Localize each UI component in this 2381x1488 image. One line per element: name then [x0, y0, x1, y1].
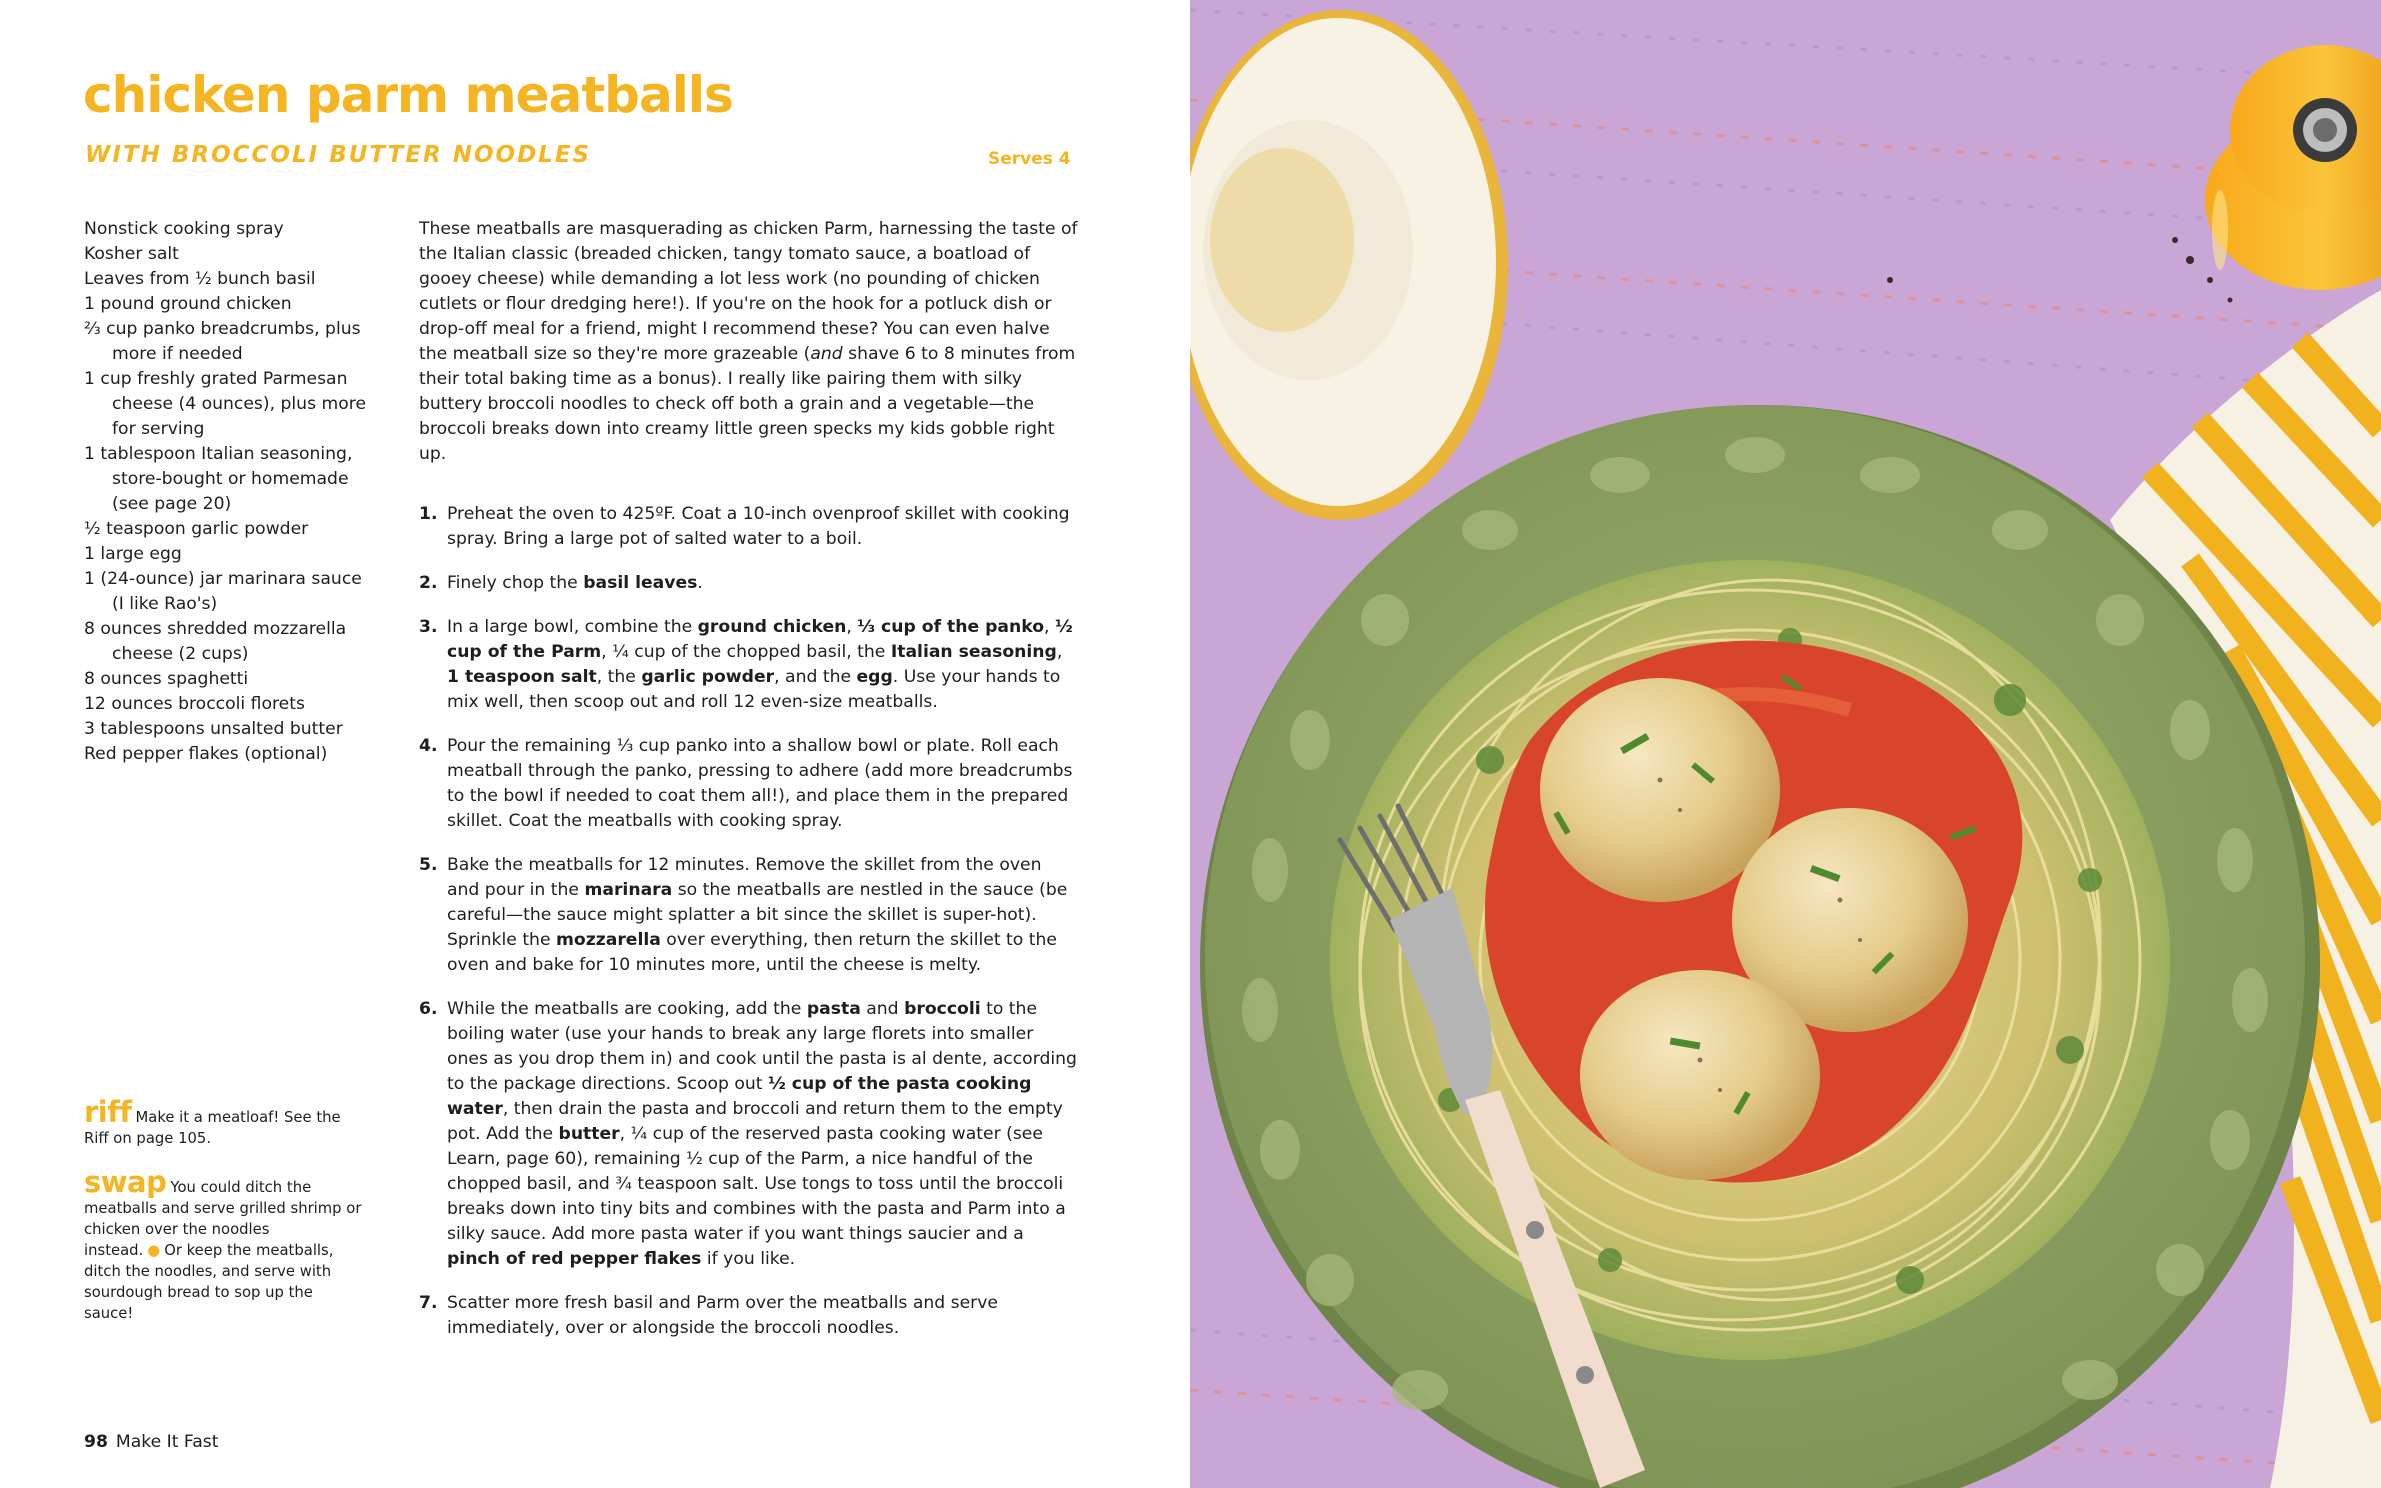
step-text: Scatter more fresh basil and Parm over the meatballs and serve immediately, over or alongside the broccoli noodles.: [447, 1293, 998, 1338]
ingredient-item: 1 large egg: [84, 544, 182, 564]
step-text: Preheat the oven to 425ºF. Coat a 10-inch ovenproof skillet with cooking spray. Bring a large pot of salted water to a boil.: [447, 504, 1070, 549]
ingredient-item: Red pepper flakes (optional): [84, 744, 328, 764]
step-text: ,: [1056, 642, 1063, 662]
step-text: and: [860, 999, 905, 1019]
step-number: 4.: [419, 736, 438, 756]
step-text: , ¼ cup of the chopped basil, the: [601, 642, 891, 662]
step-text: , then drain the pasta and broccoli and return them to the empty pot. Add the: [447, 1099, 1063, 1144]
recipe-page: [0, 0, 1190, 1488]
meatball: [1540, 678, 1780, 902]
step-ingredient: pasta: [806, 999, 861, 1019]
recipe-step: [419, 502, 1079, 552]
step-ingredient: egg: [856, 667, 893, 687]
riff-text: Make it a meatloaf! See the Riff on page 105.: [84, 1109, 341, 1147]
intro-text: These meatballs are masquerading as chicken Parm, harnessing the taste of the Italian classic (breaded chicken, tangy tomato sauce, a boatload of gooey cheese) while demanding a lot less work (no pounding of chicken cutlets or flour dredging here!). If you're on the hook for a potluck dish or drop-off meal for a friend, might I recommend these? You can even halve the meatball size so they're more grazeable (: [419, 219, 1078, 364]
recipe-step: [419, 615, 1079, 715]
step-ingredient: 1 teaspoon salt: [447, 667, 597, 687]
step-text: ,: [846, 617, 858, 637]
step-ingredient: ½ cup of the Parm: [447, 617, 1073, 662]
page-number: 98: [84, 1432, 108, 1452]
ingredient-item: 12 ounces broccoli florets: [84, 694, 305, 714]
step-text: to the boiling water (use your hands to break any large florets into smaller ones as you drop them in) and cook until the pasta is al dente, according to the package directions. Scoop out: [447, 999, 1077, 1094]
ingredient-item: 1 pound ground chicken: [84, 294, 292, 314]
grated-cheese: [1210, 148, 1354, 332]
intro-text: shave 6 to 8 minutes from their total baking time as a bonus). I really like pairing them with silky buttery broccoli noodles to check off both a grain and a vegetable—the broccoli breaks down into creamy little green specks my kids gobble right up.: [419, 344, 1076, 464]
step-ingredient: ⅓ cup of the panko: [857, 617, 1045, 637]
step-number: 3.: [419, 617, 438, 637]
food-photo-illustration: [1190, 0, 2381, 1488]
ingredient-item: 1 cup freshly grated Parmesan cheese (4 ounces), plus more for serving: [84, 369, 367, 439]
ingredient-item: 8 ounces spaghetti: [84, 669, 249, 689]
step-text: so the meatballs are nestled in the sauce (be careful—the sauce might splatter a bit since the skillet is super-hot). Sprinkle the: [447, 880, 1068, 950]
step-text: ,: [1044, 617, 1055, 637]
step-number: 5.: [419, 855, 438, 875]
recipe-title: chicken parm meatballs: [83, 66, 733, 124]
recipe-subtitle: WITH BROCCOLI BUTTER NOODLES: [85, 142, 592, 168]
bullet-icon: ●: [147, 1242, 161, 1259]
step-ingredient: ground chicken: [697, 617, 847, 637]
recipe-step: [419, 853, 1079, 978]
riff-note: [84, 1095, 364, 1149]
step-text: if you like.: [701, 1249, 796, 1269]
step-ingredient: mozzarella: [556, 930, 661, 950]
step-text: . Use your hands to mix well, then scoop out and roll 12 even-size meatballs.: [447, 667, 1061, 712]
page-footer: [84, 1432, 218, 1452]
recipe-intro: [419, 217, 1079, 467]
ingredient-item: 3 tablespoons unsalted butter: [84, 719, 343, 739]
meatball: [1580, 970, 1820, 1180]
step-ingredient: garlic powder: [641, 667, 775, 687]
riff-label: riff: [84, 1095, 132, 1129]
ingredient-item: Nonstick cooking spray: [84, 219, 284, 239]
step-text: Finely chop the: [447, 573, 584, 593]
step-number: 7.: [419, 1293, 438, 1313]
step-number: 6.: [419, 999, 438, 1019]
ingredient-item: ½ teaspoon garlic powder: [84, 519, 309, 539]
step-ingredient: marinara: [584, 880, 673, 900]
recipe-step: [419, 734, 1079, 834]
recipe-step: [419, 1291, 1079, 1341]
swap-note: [84, 1165, 364, 1324]
recipe-step: [419, 997, 1079, 1272]
step-ingredient: pinch of red pepper flakes: [447, 1249, 702, 1269]
ingredient-item: 1 tablespoon Italian seasoning, store-bought or homemade (see page 20): [84, 444, 353, 514]
ingredient-item: Leaves from ½ bunch basil: [84, 269, 316, 289]
serves-label: Serves 4: [988, 149, 1071, 169]
step-text: .: [697, 573, 703, 593]
section-name: Make It Fast: [115, 1432, 219, 1452]
step-number: 2.: [419, 573, 438, 593]
step-number: 1.: [419, 504, 438, 524]
swap-text: You could ditch the meatballs and serve grilled shrimp or chicken over the noodles instead.: [84, 1179, 362, 1259]
ingredient-item: 8 ounces shredded mozzarella cheese (2 cups): [84, 619, 347, 664]
ingredient-item: ⅔ cup panko breadcrumbs, plus more if needed: [84, 319, 361, 364]
step-text: Bake the meatballs for 12 minutes. Remove the skillet from the oven and pour in the: [447, 855, 1042, 900]
step-ingredient: Italian seasoning: [890, 642, 1057, 662]
step-text: over everything, then return the skillet to the oven and bake for 10 minutes more, until the cheese is melty.: [447, 930, 1057, 975]
intro-emphasis: and: [810, 344, 843, 364]
step-text: , the: [596, 667, 642, 687]
step-text: While the meatballs are cooking, add the: [447, 999, 807, 1019]
swap-text: Or keep the meatballs, ditch the noodles, and serve with sourdough bread to sop up the sauce!: [84, 1242, 334, 1322]
step-ingredient: butter: [558, 1124, 620, 1144]
step-text: , ¼ cup of the reserved pasta cooking water (see Learn, page 60), remaining ½ cup of the Parm, a nice handful of the chopped basil, and ¾ teaspoon salt. Use tongs to toss until the broccoli breaks down into tiny bits and combines with the pasta and Parm into a silky sauce. Add more pasta water if you want things saucier and a: [447, 1124, 1066, 1244]
step-ingredient: basil leaves: [583, 573, 698, 593]
plated-meatballs-photo: [1190, 0, 2381, 1488]
swap-label: swap: [84, 1165, 167, 1199]
step-text: In a large bowl, combine the: [447, 617, 698, 637]
step-ingredient: broccoli: [904, 999, 981, 1019]
ingredient-item: 1 (24-ounce) jar marinara sauce (I like Rao's): [84, 569, 362, 614]
step-list: [419, 502, 1079, 1360]
step-text: , and the: [774, 667, 857, 687]
step-ingredient: ½ cup of the pasta cooking water: [447, 1074, 1032, 1119]
recipe-step: [419, 571, 1079, 596]
ingredient-list: [84, 217, 374, 767]
step-text: Pour the remaining ⅓ cup panko into a shallow bowl or plate. Roll each meatball through the panko, pressing to adhere (add more breadcrumbs to the bowl if needed to coat them all!), and place them in the prepared skillet. Coat the meatballs with cooking spray.: [447, 736, 1073, 831]
ingredient-item: Kosher salt: [84, 244, 179, 264]
